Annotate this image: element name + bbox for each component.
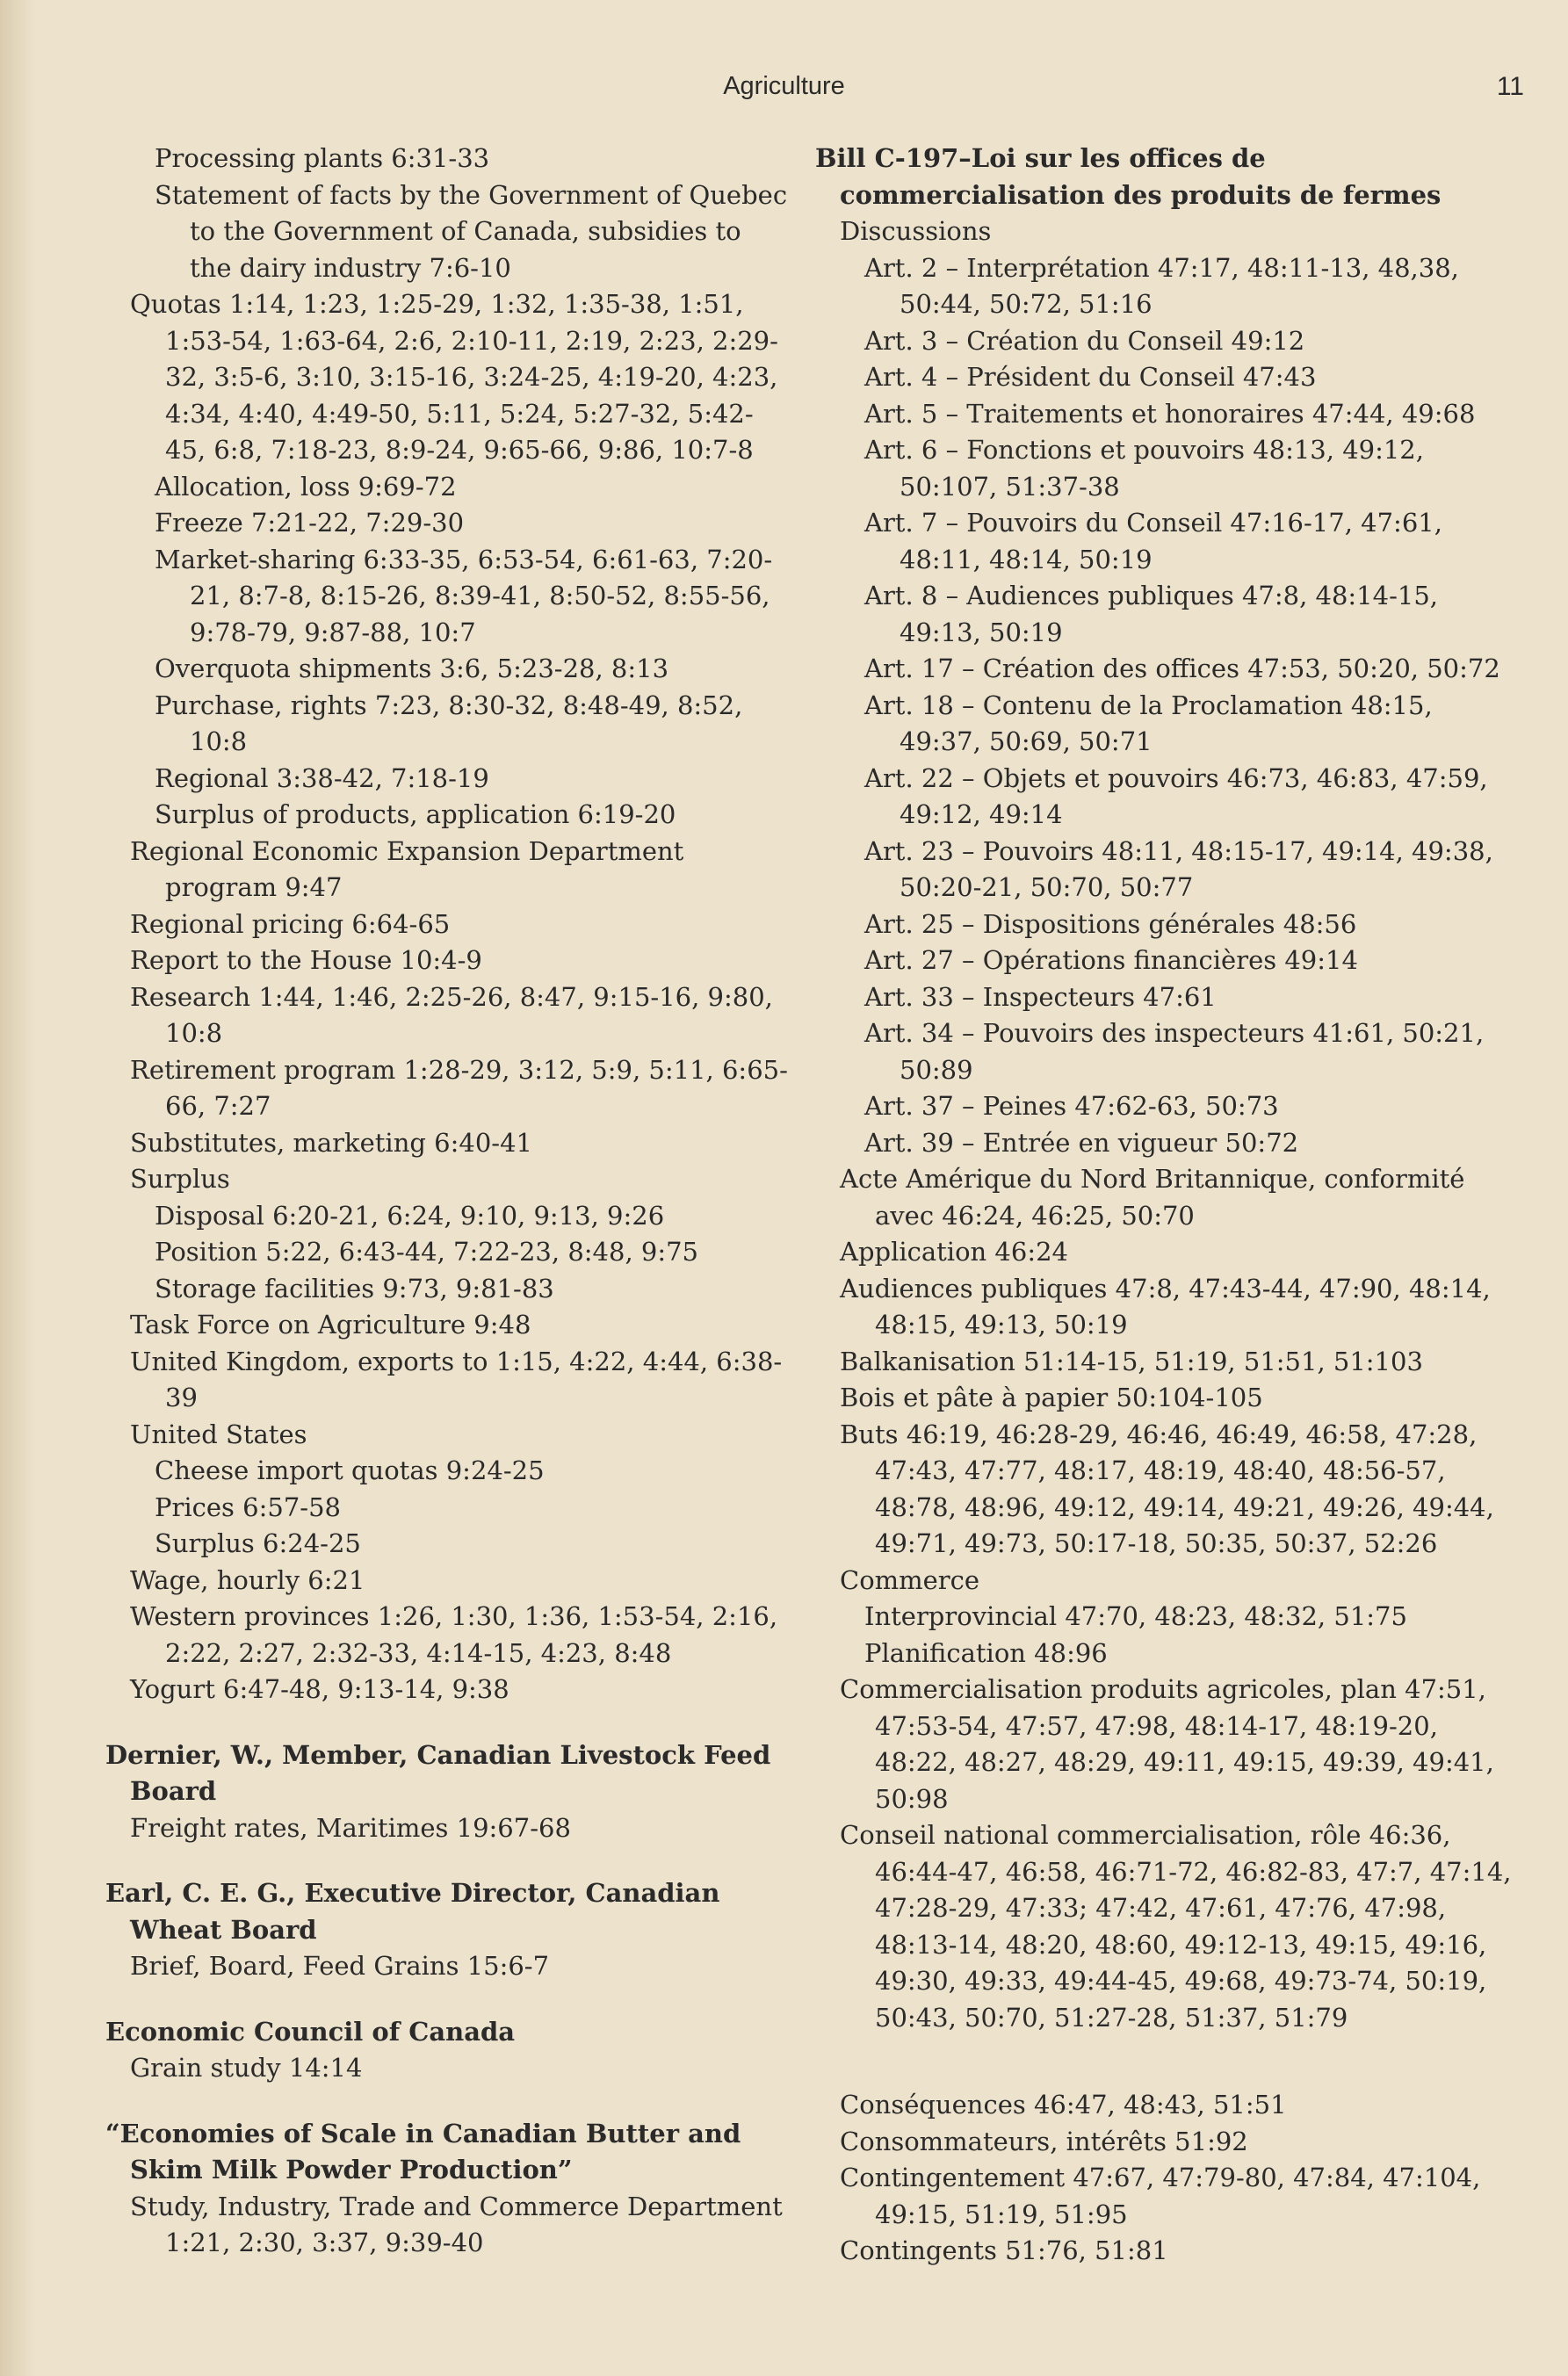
running-head: Agriculture — [723, 72, 845, 100]
index-subentry: Art. 37 – Peines 47:62-63, 50:73 — [864, 1091, 1279, 1121]
index-entry: Research 1:44, 1:46, 2:25-26, 8:47, 9:15-16, 9:80, 10:8 — [130, 981, 773, 1048]
index-heading: Economic Council of Canada — [105, 2016, 516, 2047]
index-subentry: Art. 23 – Pouvoirs 48:11, 48:15-17, 49:14, 49:38, 50:20-21, 50:70, 50:77 — [864, 835, 1493, 902]
index-entry: Yogurt 6:47-48, 9:13-14, 9:38 — [130, 1674, 509, 1704]
index-subentry: Art. 7 – Pouvoirs du Conseil 47:16-17, 47:61, 48:11, 48:14, 50:19 — [864, 508, 1442, 574]
index-subentry: Surplus of products, application 6:19-20 — [155, 799, 676, 829]
index-heading: Dernier, W., Member, Canadian Livestock Feed Board — [105, 1739, 771, 1806]
page-header — [0, 72, 1568, 107]
index-subentry: Art. 5 – Traitements et honoraires 47:44, 49:68 — [864, 398, 1476, 429]
index-entry: Retirement program 1:28-29, 3:12, 5:9, 5:11, 6:65-66, 7:27 — [130, 1054, 788, 1121]
index-entry: Commerce — [840, 1564, 980, 1595]
index-subentry: Art. 4 – Président du Conseil 47:43 — [864, 362, 1317, 392]
index-subentry: Art. 8 – Audiences publiques 47:8, 48:14-15, 49:13, 50:19 — [864, 581, 1438, 647]
index-heading: Bill C-197–Loi sur les offices de commercialisation des produits de fermes — [815, 143, 1442, 210]
right-column — [815, 141, 1518, 2270]
index-subentry: Freeze 7:21-22, 7:29-30 — [155, 508, 465, 538]
index-entry: Conseil national commercialisation, rôle 46:36, 46:44-47, 46:58, 46:71-72, 46:82-83, 47:7, 47:14, 47:28-29, 47:33; 47:42, 47:61, 47:76, 47:98, 48:13-14, 48:20, 48:60, 49:12-13, 49:15, 49:16, 49:30, 49:33, 49:44-45, 49:68, 49:73-74, 50:19, 50:43, 50:70, 51:27-28, 51:37, 51:79 — [840, 1820, 1512, 2033]
index-entry: Contingentement 47:67, 47:79-80, 47:84, 47:104, 49:15, 51:19, 51:95 — [840, 2163, 1481, 2229]
index-subentry: Art. 25 – Dispositions générales 48:56 — [864, 908, 1357, 939]
index-entry: Report to the House 10:4-9 — [130, 945, 482, 975]
index-subentry: Art. 3 – Création du Conseil 49:12 — [864, 325, 1305, 356]
index-subentry: Statement of facts by the Government of Quebec to the Government of Canada, subsidies to the dairy industry 7:6-10 — [155, 179, 788, 283]
index-entry: Discussions — [840, 216, 992, 246]
index-subentry: Cheese import quotas 9:24-25 — [155, 1455, 545, 1485]
index-entry: Grain study 14:14 — [130, 2053, 363, 2083]
index-entry: Task Force on Agriculture 9:48 — [130, 1310, 531, 1340]
index-subentry: Planification 48:96 — [864, 1637, 1108, 1668]
index-subentry: Overquota shipments 3:6, 5:23-28, 8:13 — [155, 654, 669, 683]
index-subentry: Surplus 6:24-25 — [155, 1528, 361, 1558]
index-entry: Application 46:24 — [840, 1237, 1069, 1267]
index-subentry: Position 5:22, 6:43-44, 7:22-23, 8:48, 9:75 — [155, 1237, 698, 1267]
index-entry: Study, Industry, Trade and Commerce Department 1:21, 2:30, 3:37, 9:39-40 — [130, 2191, 783, 2257]
index-entry: Western provinces 1:26, 1:30, 1:36, 1:53-54, 2:16, 2:22, 2:27, 2:32-33, 4:14-15, 4:23, 8:48 — [130, 1601, 778, 1668]
index-subentry: Art. 2 – Interprétation 47:17, 48:11-13, 48,38, 50:44, 50:72, 51:16 — [864, 252, 1459, 319]
index-entry: Consommateurs, intérêts 51:92 — [840, 2126, 1248, 2156]
index-subentry: Prices 6:57-58 — [155, 1491, 341, 1522]
index-subentry: Processing plants 6:31-33 — [155, 143, 490, 173]
index-entry: Bois et pâte à papier 50:104-105 — [840, 1383, 1263, 1412]
index-heading: Earl, C. E. G., Executive Director, Canadian Wheat Board — [105, 1878, 720, 1945]
index-entry: Regional Economic Expansion Department program 9:47 — [130, 835, 684, 902]
index-entry: Quotas 1:14, 1:23, 1:25-29, 1:32, 1:35-38, 1:51, 1:53-54, 1:63-64, 2:6, 2:10-11, 2:19, 2:23, 2:29-32, 3:5-6, 3:10, 3:15-16, 3:24-25, 4:19-20, 4:23, 4:34, 4:40, 4:49-50, 5:11, 5:24, 5:27-32, 5:42-45, 6:8, 7:18-23, 8:9-24, 9:65-66, 9:86, 10:7-8 — [130, 289, 778, 465]
index-subentry: Storage facilities 9:73, 9:81-83 — [155, 1273, 554, 1304]
index-entry: Buts 46:19, 46:28-29, 46:46, 46:49, 46:58, 47:28, 47:43, 47:77, 48:17, 48:19, 48:40, 48:56-57, 48:78, 48:96, 49:12, 49:14, 49:21, 49:26, 49:44, 49:71, 49:73, 50:17-18, 50:35, 50:37, 52:26 — [840, 1419, 1494, 1558]
index-entry: Conséquences 46:47, 48:43, 51:51 — [840, 2090, 1287, 2120]
index-subentry: Interprovincial 47:70, 48:23, 48:32, 51:75 — [864, 1601, 1407, 1631]
index-subentry: Art. 6 – Fonctions et pouvoirs 48:13, 49:12, 50:107, 51:37-38 — [864, 435, 1424, 502]
page-edge-shadow — [0, 0, 35, 2376]
index-subentry: Art. 18 – Contenu de la Proclamation 48:15, 49:37, 50:69, 50:71 — [864, 690, 1433, 756]
index-entry: Contingents 51:76, 51:81 — [840, 2235, 1168, 2265]
index-entry: Substitutes, marketing 6:40-41 — [130, 1127, 532, 1158]
index-entry: Audiences publiques 47:8, 47:43-44, 47:90, 48:14, 48:15, 49:13, 50:19 — [840, 1273, 1491, 1340]
index-subentry: Art. 39 – Entrée en vigueur 50:72 — [864, 1127, 1299, 1158]
index-entry: Commercialisation produits agricoles, plan 47:51, 47:53-54, 47:57, 47:98, 48:14-17, 48:19-20, 48:22, 48:27, 48:29, 49:11, 49:15, 49:39, 49:41, 50:98 — [840, 1674, 1494, 1814]
index-entry: Brief, Board, Feed Grains 15:6-7 — [130, 1951, 550, 1981]
index-entry: United Kingdom, exports to 1:15, 4:22, 4:44, 6:38-39 — [130, 1346, 783, 1412]
page-number: 11 — [1496, 72, 1524, 101]
index-entry: United States — [130, 1419, 307, 1449]
index-subentry: Market-sharing 6:33-35, 6:53-54, 6:61-63, 7:20-21, 8:7-8, 8:15-26, 8:39-41, 8:50-52, 8:55-56, 9:78-79, 9:87-88, 10:7 — [155, 544, 773, 647]
index-entry: Freight rates, Maritimes 19:67-68 — [130, 1812, 571, 1843]
index-subentry: Art. 22 – Objets et pouvoirs 46:73, 46:83, 47:59, 49:12, 49:14 — [864, 762, 1488, 829]
index-entry: Surplus — [130, 1164, 230, 1194]
index-entry: Balkanisation 51:14-15, 51:19, 51:51, 51:103 — [840, 1346, 1423, 1376]
index-heading: “Economies of Scale in Canadian Butter and Skim Milk Powder Production” — [105, 2118, 741, 2185]
left-column — [105, 141, 791, 2262]
index-subentry: Art. 34 – Pouvoirs des inspecteurs 41:61, 50:21, 50:89 — [864, 1018, 1485, 1085]
index-entry: Acte Amérique du Nord Britannique, conformité avec 46:24, 46:25, 50:70 — [840, 1164, 1465, 1231]
index-subentry: Purchase, rights 7:23, 8:30-32, 8:48-49, 8:52, 10:8 — [155, 690, 743, 756]
index-subentry: Disposal 6:20-21, 6:24, 9:10, 9:13, 9:26 — [155, 1200, 665, 1231]
index-subentry: Regional 3:38-42, 7:18-19 — [155, 762, 489, 793]
index-entry: Wage, hourly 6:21 — [130, 1564, 365, 1595]
index-subentry: Art. 17 – Création des offices 47:53, 50:20, 50:72 — [864, 654, 1500, 683]
index-subentry: Art. 27 – Opérations financières 49:14 — [864, 945, 1358, 975]
index-subentry: Art. 33 – Inspecteurs 47:61 — [864, 981, 1217, 1012]
index-entry: Regional pricing 6:64-65 — [130, 908, 451, 939]
index-subentry: Allocation, loss 9:69-72 — [155, 471, 457, 502]
